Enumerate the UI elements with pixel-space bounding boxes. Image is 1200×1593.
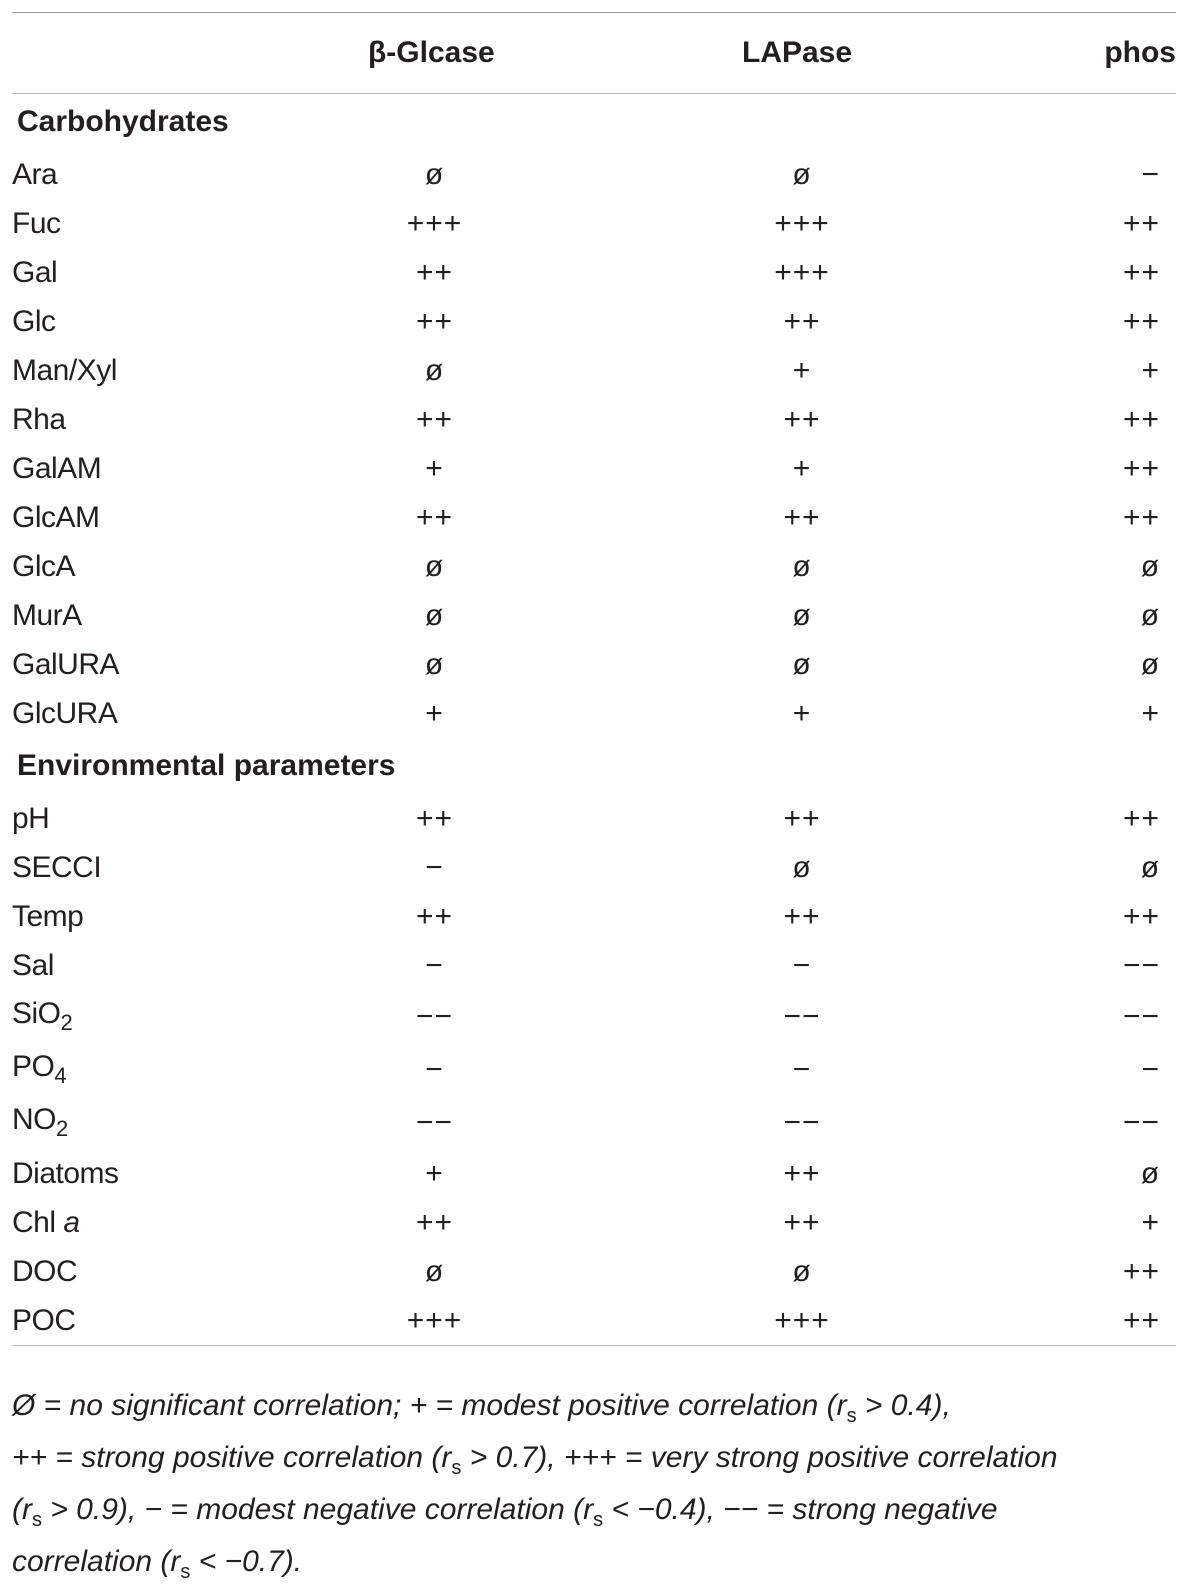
phos-value: ø <box>1140 1156 1161 1190</box>
row-label: GalAM <box>12 451 102 485</box>
row-label: DOC <box>12 1254 78 1288</box>
table-row <box>12 990 1176 1043</box>
lapase-value: +++ <box>774 206 830 240</box>
row-label: pH <box>12 801 50 835</box>
row-label: Temp <box>12 899 84 933</box>
phos-value: ø <box>1140 647 1161 681</box>
row-label: SiO$_2$ <box>12 997 73 1035</box>
phos-value: − <box>1141 157 1161 191</box>
footnote-line-3: $(r_s > 0.9)$, − = modest negative correlation $(r_s < -0.4)$, −− = strong negative <box>12 1493 998 1531</box>
header-beta-glcase: β-Glcase <box>368 36 495 69</box>
beta-glcase-value: ø <box>424 647 445 681</box>
lapase-value: + <box>792 451 812 485</box>
table-row <box>12 794 1176 843</box>
lapase-value: ø <box>792 598 812 632</box>
phos-value: ø <box>1140 549 1161 583</box>
row-label: Gal <box>12 255 58 289</box>
table-row <box>12 297 1176 346</box>
beta-glcase-value: ++ <box>415 500 454 534</box>
row-label: Fuc <box>12 206 61 240</box>
row-label: Man/Xyl <box>12 353 117 387</box>
correlation-table-body <box>12 94 1176 1345</box>
lapase-value: ++ <box>783 801 821 835</box>
table-row <box>12 640 1176 689</box>
section-header-row <box>12 738 1176 794</box>
row-label: GlcA <box>12 549 76 583</box>
phos-value: ++ <box>1123 801 1161 835</box>
table-row <box>12 1043 1176 1096</box>
lapase-value: ++ <box>783 1205 821 1239</box>
row-label: GlcURA <box>12 696 118 730</box>
table-row <box>12 1198 1176 1247</box>
table-row <box>12 941 1176 990</box>
phos-value: ++ <box>1123 255 1161 289</box>
row-label: Sal <box>12 948 54 982</box>
table-row <box>12 591 1176 640</box>
phos-value: ++ <box>1123 500 1161 534</box>
beta-glcase-value: +++ <box>406 1303 463 1337</box>
table-row <box>12 542 1176 591</box>
phos-value: + <box>1141 353 1161 387</box>
beta-glcase-value: − <box>425 850 444 884</box>
beta-glcase-value: ø <box>424 549 445 583</box>
lapase-value: ø <box>792 549 812 583</box>
beta-glcase-value: ++ <box>415 801 454 835</box>
table-row <box>12 248 1176 297</box>
table-row <box>12 444 1176 493</box>
beta-glcase-value: ø <box>424 157 445 191</box>
row-label: GalURA <box>12 647 120 681</box>
table-row <box>12 346 1176 395</box>
table-row <box>12 1149 1176 1198</box>
footnote-line-4: correlation $(r_s < -0.7)$. <box>12 1545 303 1583</box>
header-phos: phos <box>1104 36 1176 69</box>
beta-glcase-value: + <box>425 696 444 730</box>
section-title: Carbohydrates <box>17 105 229 138</box>
phos-value: ++ <box>1123 1303 1161 1337</box>
phos-value: + <box>1141 1205 1161 1239</box>
row-label: Chl a <box>12 1205 80 1239</box>
phos-value: − <box>1141 1052 1161 1086</box>
lapase-value: ++ <box>783 500 821 534</box>
beta-glcase-value: ++ <box>415 255 454 289</box>
row-label: $PO_4$ <box>12 1050 67 1088</box>
beta-glcase-value: ++ <box>415 899 454 933</box>
beta-glcase-value: −− <box>415 1105 454 1139</box>
phos-value: −− <box>1123 999 1161 1033</box>
row-label: SECCI <box>12 850 102 884</box>
phos-value: ++ <box>1123 899 1161 933</box>
lapase-value: ++ <box>783 304 821 338</box>
lapase-value: − <box>792 1052 812 1086</box>
footnote-line-2: ++ = strong positive correlation $(r_s > 0.7)$, +++ = very strong positive correlation <box>12 1441 1058 1479</box>
row-label: Rha <box>12 402 66 436</box>
table-row <box>12 199 1176 248</box>
lapase-value: ++ <box>783 899 821 933</box>
table-row <box>12 1247 1176 1296</box>
lapase-value: + <box>792 353 812 387</box>
beta-glcase-value: ++ <box>415 1205 454 1239</box>
table-row <box>12 892 1176 941</box>
lapase-value: ø <box>792 157 812 191</box>
beta-glcase-value: − <box>425 948 444 982</box>
lapase-value: −− <box>783 1105 821 1139</box>
phos-value: ø <box>1140 850 1161 884</box>
beta-glcase-value: ++ <box>415 304 454 338</box>
table-row <box>12 395 1176 444</box>
lapase-value: −− <box>783 999 821 1033</box>
footnote-line-1: Ø = no significant correlation; + = modest positive correlation $(r_s > 0.4)$, <box>12 1389 951 1427</box>
header-lapase: LAPase <box>742 36 853 69</box>
beta-glcase-value: ø <box>424 598 445 632</box>
lapase-value: +++ <box>774 255 830 289</box>
phos-value: ++ <box>1123 206 1161 240</box>
row-label: POC <box>12 1303 76 1337</box>
table-footnote <box>12 1385 1176 1593</box>
phos-value: ø <box>1140 598 1161 632</box>
row-label: Glc <box>12 304 56 338</box>
lapase-value: + <box>792 696 812 730</box>
table-row <box>12 493 1176 542</box>
correlation-table <box>12 13 1176 93</box>
phos-value: ++ <box>1123 304 1161 338</box>
section-header-row <box>12 94 1176 150</box>
correlation-table-container <box>12 12 1176 1346</box>
lapase-value: ++ <box>783 1156 821 1190</box>
row-label: Ara <box>12 157 58 191</box>
beta-glcase-value: + <box>425 1156 444 1190</box>
beta-glcase-value: ++ <box>415 402 454 436</box>
beta-glcase-value: ø <box>424 353 445 387</box>
beta-glcase-value: + <box>425 451 444 485</box>
row-label: $NO_2$ <box>12 1103 68 1141</box>
phos-value: −− <box>1123 1105 1161 1139</box>
phos-value: ++ <box>1123 451 1161 485</box>
lapase-value: ø <box>792 647 812 681</box>
lapase-value: +++ <box>774 1303 830 1337</box>
table-row <box>12 150 1176 199</box>
phos-value: ++ <box>1123 402 1161 436</box>
row-label: Diatoms <box>12 1156 119 1190</box>
row-label: MurA <box>12 598 82 632</box>
lapase-value: ++ <box>783 402 821 436</box>
beta-glcase-value: − <box>425 1052 444 1086</box>
lapase-value: ø <box>792 1254 812 1288</box>
section-title: Environmental parameters <box>17 749 396 782</box>
beta-glcase-value: ø <box>424 1254 445 1288</box>
table-row <box>12 689 1176 738</box>
phos-value: ++ <box>1123 1254 1161 1288</box>
phos-value: −− <box>1123 948 1161 982</box>
beta-glcase-value: +++ <box>406 206 463 240</box>
lapase-value: ø <box>792 850 812 884</box>
row-label: GlcAM <box>12 500 100 534</box>
table-row <box>12 843 1176 892</box>
lapase-value: − <box>792 948 812 982</box>
phos-value: + <box>1141 696 1161 730</box>
table-header-row <box>12 13 1176 93</box>
table-bottom-rule <box>12 1345 1176 1346</box>
table-row <box>12 1096 1176 1149</box>
table-row <box>12 1296 1176 1345</box>
beta-glcase-value: −− <box>415 999 454 1033</box>
